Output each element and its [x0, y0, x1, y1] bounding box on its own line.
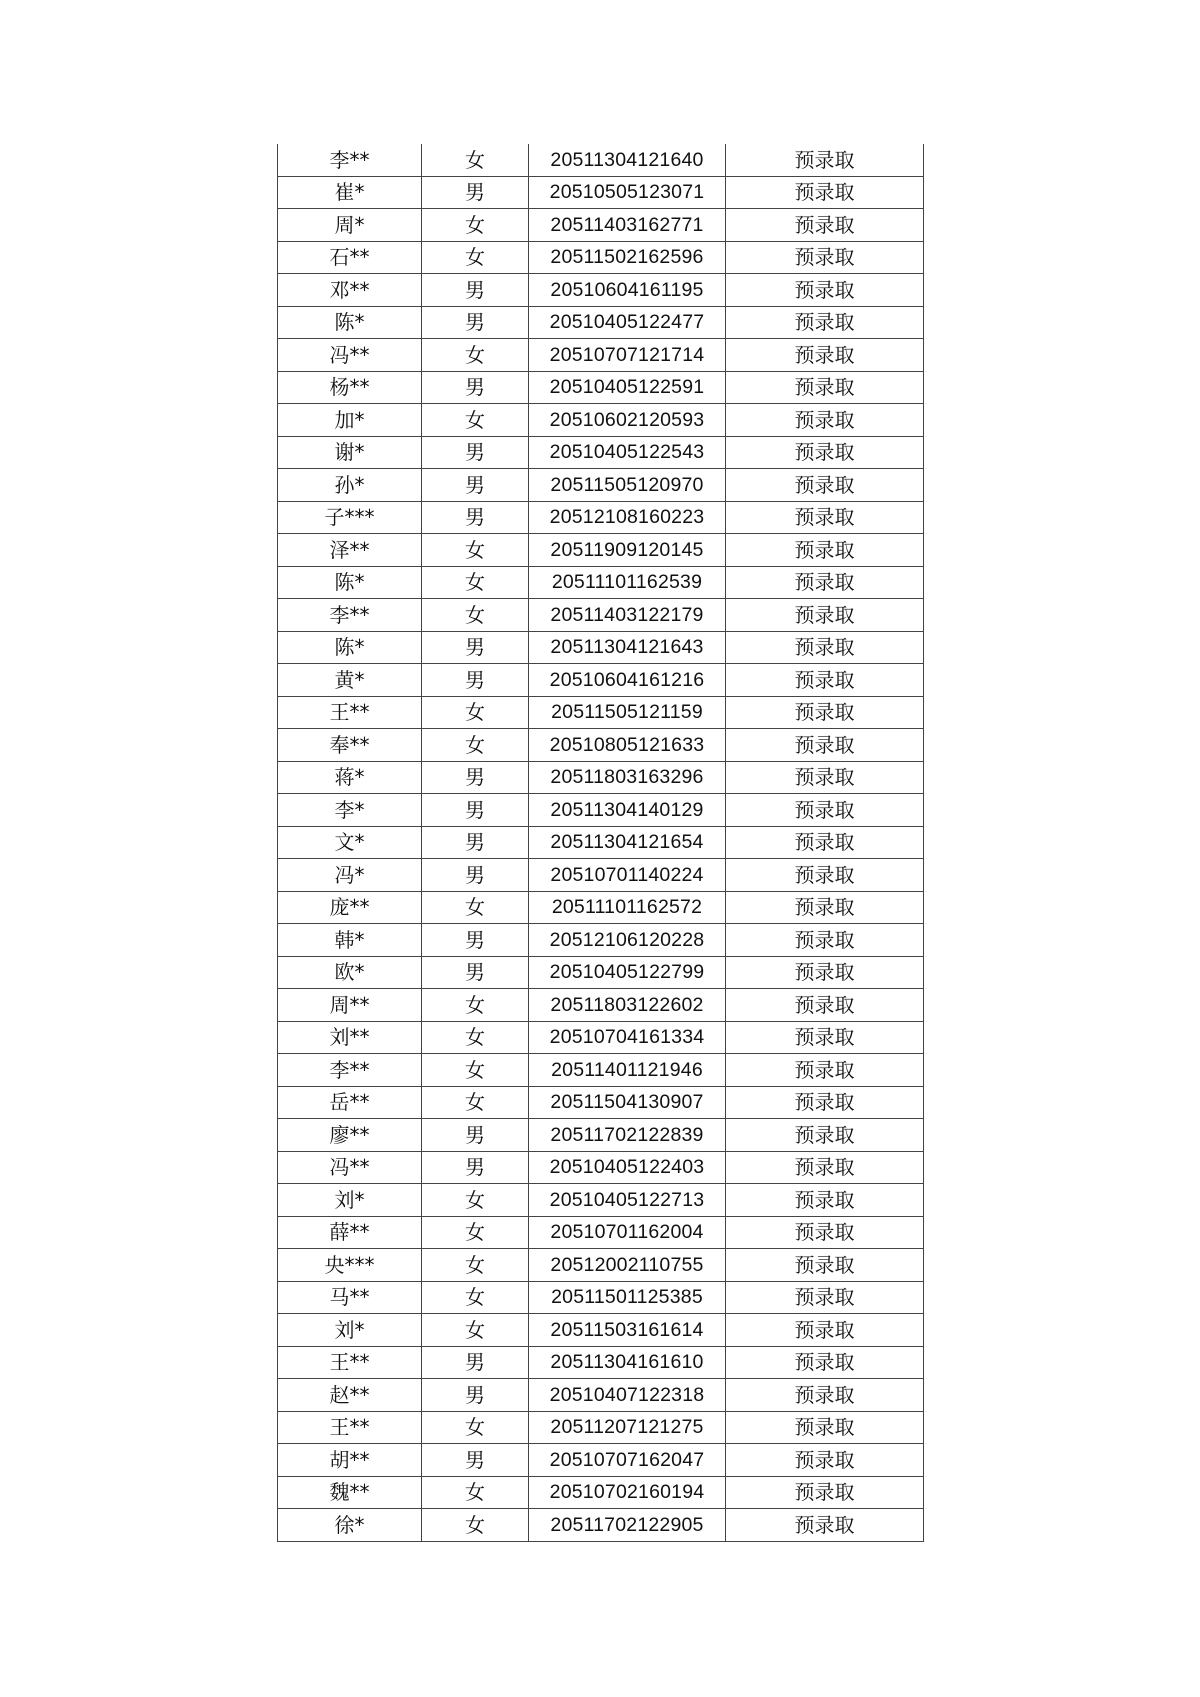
admission-status-cell: 预录取 — [726, 664, 924, 697]
gender-cell: 男 — [422, 859, 529, 892]
student-name-cell: 王** — [278, 1346, 422, 1379]
exam-number-cell: 20511304121640 — [529, 144, 726, 176]
admission-status-cell: 预录取 — [726, 794, 924, 827]
gender-cell: 女 — [422, 534, 529, 567]
student-name-cell: 杨** — [278, 371, 422, 404]
student-name-cell: 奉** — [278, 729, 422, 762]
exam-number-cell: 20510602120593 — [529, 404, 726, 437]
table-row — [278, 339, 924, 372]
table-row — [278, 371, 924, 404]
student-name-cell: 周** — [278, 989, 422, 1022]
gender-cell: 男 — [422, 664, 529, 697]
exam-number-cell: 20510405122713 — [529, 1184, 726, 1217]
admission-status-cell: 预录取 — [726, 729, 924, 762]
gender-cell: 男 — [422, 469, 529, 502]
gender-cell: 女 — [422, 144, 529, 176]
exam-number-cell: 20511207121275 — [529, 1411, 726, 1444]
table-row — [278, 859, 924, 892]
admission-status-cell: 预录取 — [726, 306, 924, 339]
exam-number-cell: 20511502162596 — [529, 241, 726, 274]
admission-status-cell: 预录取 — [726, 1184, 924, 1217]
exam-number-cell: 20510805121633 — [529, 729, 726, 762]
table-row — [278, 599, 924, 632]
table-row — [278, 1379, 924, 1412]
admission-status-cell: 预录取 — [726, 1346, 924, 1379]
admission-status-cell: 预录取 — [726, 144, 924, 176]
admission-table-body — [278, 144, 924, 1541]
gender-cell: 男 — [422, 1444, 529, 1477]
student-name-cell: 加* — [278, 404, 422, 437]
exam-number-cell: 20511503161614 — [529, 1314, 726, 1347]
admission-status-cell: 预录取 — [726, 501, 924, 534]
table-row — [278, 1249, 924, 1282]
student-name-cell: 李** — [278, 1054, 422, 1087]
table-row — [278, 1346, 924, 1379]
table-row — [278, 176, 924, 209]
table-row — [278, 924, 924, 957]
table-row — [278, 1184, 924, 1217]
gender-cell: 女 — [422, 1281, 529, 1314]
exam-number-cell: 20511505120970 — [529, 469, 726, 502]
exam-number-cell: 20510405122799 — [529, 956, 726, 989]
admission-status-cell: 预录取 — [726, 1379, 924, 1412]
table-row — [278, 826, 924, 859]
gender-cell: 女 — [422, 339, 529, 372]
admission-status-cell: 预录取 — [726, 274, 924, 307]
exam-number-cell: 20511304121643 — [529, 631, 726, 664]
student-name-cell: 孙* — [278, 469, 422, 502]
exam-number-cell: 20511504130907 — [529, 1086, 726, 1119]
table-row — [278, 1151, 924, 1184]
exam-number-cell: 20512106120228 — [529, 924, 726, 957]
table-row — [278, 1216, 924, 1249]
student-name-cell: 刘* — [278, 1314, 422, 1347]
student-name-cell: 崔* — [278, 176, 422, 209]
student-name-cell: 廖** — [278, 1119, 422, 1152]
table-row — [278, 209, 924, 242]
admission-status-cell: 预录取 — [726, 469, 924, 502]
gender-cell: 女 — [422, 1509, 529, 1542]
admission-status-cell: 预录取 — [726, 1444, 924, 1477]
admission-status-cell: 预录取 — [726, 404, 924, 437]
admission-status-cell: 预录取 — [726, 209, 924, 242]
gender-cell: 男 — [422, 761, 529, 794]
gender-cell: 男 — [422, 924, 529, 957]
student-name-cell: 薛** — [278, 1216, 422, 1249]
table-row — [278, 794, 924, 827]
admission-status-cell: 预录取 — [726, 1476, 924, 1509]
exam-number-cell: 20511304140129 — [529, 794, 726, 827]
gender-cell: 男 — [422, 1119, 529, 1152]
admission-status-cell: 预录取 — [726, 1021, 924, 1054]
table-row — [278, 1509, 924, 1542]
table-row — [278, 1411, 924, 1444]
student-name-cell: 李** — [278, 599, 422, 632]
table-row — [278, 631, 924, 664]
student-name-cell: 谢* — [278, 436, 422, 469]
gender-cell: 男 — [422, 631, 529, 664]
exam-number-cell: 20512002110755 — [529, 1249, 726, 1282]
student-name-cell: 徐* — [278, 1509, 422, 1542]
student-name-cell: 文* — [278, 826, 422, 859]
student-name-cell: 赵** — [278, 1379, 422, 1412]
exam-number-cell: 20511501125385 — [529, 1281, 726, 1314]
exam-number-cell: 20510405122477 — [529, 306, 726, 339]
student-name-cell: 子*** — [278, 501, 422, 534]
exam-number-cell: 20511304161610 — [529, 1346, 726, 1379]
gender-cell: 男 — [422, 306, 529, 339]
table-row — [278, 306, 924, 339]
admission-status-cell: 预录取 — [726, 924, 924, 957]
admission-status-cell: 预录取 — [726, 956, 924, 989]
exam-number-cell: 20510701140224 — [529, 859, 726, 892]
table-row — [278, 729, 924, 762]
exam-number-cell: 20510405122543 — [529, 436, 726, 469]
admission-status-cell: 预录取 — [726, 534, 924, 567]
admission-status-cell: 预录取 — [726, 599, 924, 632]
table-row — [278, 1314, 924, 1347]
student-name-cell: 周* — [278, 209, 422, 242]
student-name-cell: 韩* — [278, 924, 422, 957]
exam-number-cell: 20510405122591 — [529, 371, 726, 404]
admission-status-cell: 预录取 — [726, 1281, 924, 1314]
exam-number-cell: 20511304121654 — [529, 826, 726, 859]
exam-number-cell: 20511101162539 — [529, 566, 726, 599]
table-row — [278, 696, 924, 729]
gender-cell: 男 — [422, 1346, 529, 1379]
gender-cell: 女 — [422, 599, 529, 632]
student-name-cell: 李* — [278, 794, 422, 827]
admission-status-cell: 预录取 — [726, 1249, 924, 1282]
admission-status-cell: 预录取 — [726, 859, 924, 892]
gender-cell: 男 — [422, 274, 529, 307]
admission-status-cell: 预录取 — [726, 1314, 924, 1347]
admission-status-cell: 预录取 — [726, 1054, 924, 1087]
gender-cell: 男 — [422, 1379, 529, 1412]
gender-cell: 男 — [422, 501, 529, 534]
student-name-cell: 陈* — [278, 566, 422, 599]
exam-number-cell: 20510407122318 — [529, 1379, 726, 1412]
gender-cell: 女 — [422, 1184, 529, 1217]
gender-cell: 女 — [422, 1216, 529, 1249]
gender-cell: 女 — [422, 1021, 529, 1054]
admission-status-cell: 预录取 — [726, 1151, 924, 1184]
admission-status-cell: 预录取 — [726, 1216, 924, 1249]
table-row — [278, 501, 924, 534]
table-row — [278, 1281, 924, 1314]
table-row — [278, 956, 924, 989]
exam-number-cell: 20512108160223 — [529, 501, 726, 534]
gender-cell: 女 — [422, 566, 529, 599]
table-row — [278, 1054, 924, 1087]
table-row — [278, 664, 924, 697]
exam-number-cell: 20511803163296 — [529, 761, 726, 794]
gender-cell: 男 — [422, 794, 529, 827]
gender-cell: 女 — [422, 404, 529, 437]
gender-cell: 女 — [422, 1086, 529, 1119]
admission-table — [277, 144, 924, 1542]
admission-status-cell: 预录取 — [726, 761, 924, 794]
exam-number-cell: 20511505121159 — [529, 696, 726, 729]
table-row — [278, 241, 924, 274]
exam-number-cell: 20511702122839 — [529, 1119, 726, 1152]
student-name-cell: 冯** — [278, 339, 422, 372]
admission-status-cell: 预录取 — [726, 696, 924, 729]
gender-cell: 男 — [422, 826, 529, 859]
exam-number-cell: 20511403122179 — [529, 599, 726, 632]
table-row — [278, 1086, 924, 1119]
table-row — [278, 534, 924, 567]
student-name-cell: 王** — [278, 1411, 422, 1444]
student-name-cell: 胡** — [278, 1444, 422, 1477]
table-row — [278, 274, 924, 307]
gender-cell: 男 — [422, 1151, 529, 1184]
exam-number-cell: 20510707121714 — [529, 339, 726, 372]
student-name-cell: 冯** — [278, 1151, 422, 1184]
gender-cell: 女 — [422, 1476, 529, 1509]
exam-number-cell: 20510707162047 — [529, 1444, 726, 1477]
student-name-cell: 陈* — [278, 306, 422, 339]
student-name-cell: 黄* — [278, 664, 422, 697]
table-row — [278, 1476, 924, 1509]
student-name-cell: 岳** — [278, 1086, 422, 1119]
admission-status-cell: 预录取 — [726, 1086, 924, 1119]
admission-status-cell: 预录取 — [726, 339, 924, 372]
gender-cell: 女 — [422, 209, 529, 242]
student-name-cell: 王** — [278, 696, 422, 729]
student-name-cell: 庞** — [278, 891, 422, 924]
exam-number-cell: 20510405122403 — [529, 1151, 726, 1184]
table-row — [278, 891, 924, 924]
table-row — [278, 1021, 924, 1054]
student-name-cell: 马** — [278, 1281, 422, 1314]
gender-cell: 女 — [422, 241, 529, 274]
gender-cell: 女 — [422, 1314, 529, 1347]
admission-status-cell: 预录取 — [726, 989, 924, 1022]
gender-cell: 女 — [422, 729, 529, 762]
table-row — [278, 144, 924, 176]
gender-cell: 女 — [422, 696, 529, 729]
table-row — [278, 469, 924, 502]
exam-number-cell: 20511101162572 — [529, 891, 726, 924]
student-name-cell: 央*** — [278, 1249, 422, 1282]
table-row — [278, 761, 924, 794]
table-row — [278, 1119, 924, 1152]
exam-number-cell: 20511909120145 — [529, 534, 726, 567]
student-name-cell: 冯* — [278, 859, 422, 892]
exam-number-cell: 20510604161195 — [529, 274, 726, 307]
student-name-cell: 泽** — [278, 534, 422, 567]
admission-status-cell: 预录取 — [726, 566, 924, 599]
student-name-cell: 刘* — [278, 1184, 422, 1217]
table-row — [278, 436, 924, 469]
table-row — [278, 989, 924, 1022]
exam-number-cell: 20510701162004 — [529, 1216, 726, 1249]
student-name-cell: 刘** — [278, 1021, 422, 1054]
table-row — [278, 566, 924, 599]
gender-cell: 女 — [422, 891, 529, 924]
gender-cell: 男 — [422, 371, 529, 404]
admission-status-cell: 预录取 — [726, 176, 924, 209]
admission-status-cell: 预录取 — [726, 371, 924, 404]
gender-cell: 女 — [422, 1054, 529, 1087]
admission-status-cell: 预录取 — [726, 1119, 924, 1152]
gender-cell: 女 — [422, 1249, 529, 1282]
admission-status-cell: 预录取 — [726, 1411, 924, 1444]
student-name-cell: 石** — [278, 241, 422, 274]
admission-status-cell: 预录取 — [726, 241, 924, 274]
student-name-cell: 邓** — [278, 274, 422, 307]
exam-number-cell: 20510604161216 — [529, 664, 726, 697]
table-row — [278, 1444, 924, 1477]
exam-number-cell: 20510505123071 — [529, 176, 726, 209]
gender-cell: 男 — [422, 956, 529, 989]
exam-number-cell: 20511403162771 — [529, 209, 726, 242]
student-name-cell: 魏** — [278, 1476, 422, 1509]
admission-status-cell: 预录取 — [726, 826, 924, 859]
admission-status-cell: 预录取 — [726, 1509, 924, 1542]
student-name-cell: 欧* — [278, 956, 422, 989]
exam-number-cell: 20510704161334 — [529, 1021, 726, 1054]
exam-number-cell: 20510702160194 — [529, 1476, 726, 1509]
gender-cell: 女 — [422, 989, 529, 1022]
table-row — [278, 404, 924, 437]
student-name-cell: 李** — [278, 144, 422, 176]
gender-cell: 男 — [422, 436, 529, 469]
student-name-cell: 陈* — [278, 631, 422, 664]
gender-cell: 男 — [422, 176, 529, 209]
exam-number-cell: 20511702122905 — [529, 1509, 726, 1542]
admission-status-cell: 预录取 — [726, 631, 924, 664]
student-name-cell: 蒋* — [278, 761, 422, 794]
admission-status-cell: 预录取 — [726, 436, 924, 469]
admission-status-cell: 预录取 — [726, 891, 924, 924]
exam-number-cell: 20511401121946 — [529, 1054, 726, 1087]
gender-cell: 女 — [422, 1411, 529, 1444]
exam-number-cell: 20511803122602 — [529, 989, 726, 1022]
